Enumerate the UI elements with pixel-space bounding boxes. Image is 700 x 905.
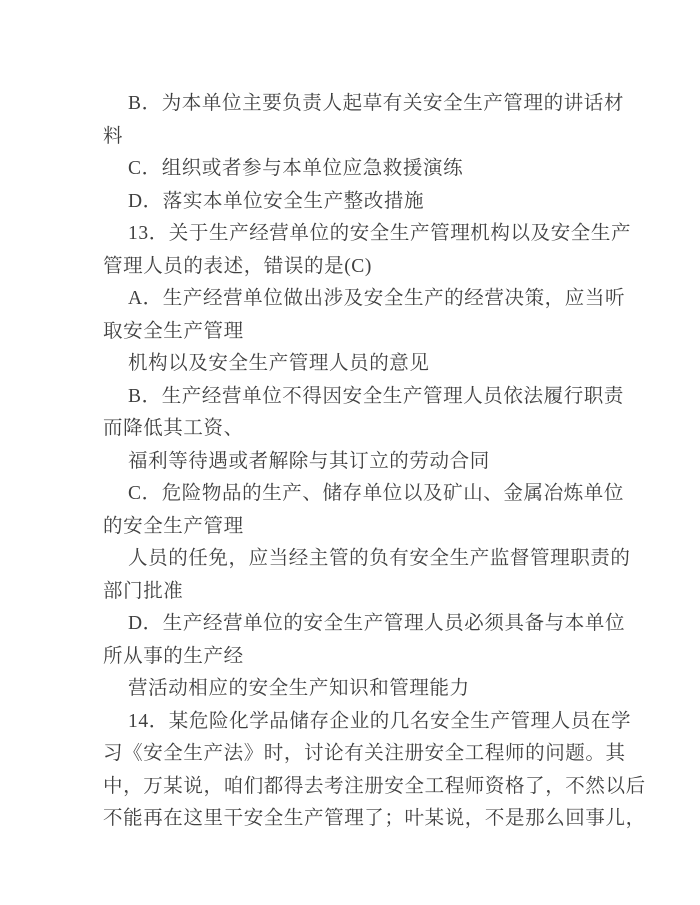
text-line: 机构以及安全生产管理人员的意见 <box>128 353 430 374</box>
text-line: 不能再在这里干安全生产管理了；叶某说，不是那么回事儿， <box>103 808 646 829</box>
text-line: 的安全生产管理 <box>103 515 244 537</box>
text-line: 营活动相应的安全生产知识和管理能力 <box>128 678 470 699</box>
text-line: 福利等待遇或者解除与其订立的劳动合同 <box>128 450 490 472</box>
text-line: 14．某危险化学品储存企业的几名安全生产管理人员在学 <box>128 710 632 732</box>
text-line: 取安全生产管理 <box>103 320 244 342</box>
text-line: 所从事的生产经 <box>103 645 244 667</box>
exam-text-block <box>103 88 646 836</box>
text-line: 部门批准 <box>103 580 184 602</box>
text-line: A．生产经营单位做出涉及安全生产的经营决策，应当听 <box>128 288 626 309</box>
text-line: D．生产经营单位的安全生产管理人员必须具备与本单位 <box>128 613 626 634</box>
text-line: B．生产经营单位不得因安全生产管理人员依法履行职责 <box>128 385 625 407</box>
text-line: B．为本单位主要负责人起草有关安全生产管理的讲话材 <box>128 93 625 114</box>
text-line: 人员的任免，应当经主管的负有安全生产监督管理职责的 <box>128 548 631 569</box>
text-line: 而降低其工资、 <box>103 418 244 439</box>
text-line: C．危险物品的生产、储存单位以及矿山、金属冶炼单位 <box>128 483 625 504</box>
text-line: 料 <box>103 125 124 147</box>
text-line: D．落实本单位安全生产整改措施 <box>128 190 425 212</box>
text-line: 中，万某说，咱们都得去考注册安全工程师资格了，不然以后 <box>103 775 646 797</box>
text-line: 管理人员的表述，错误的是(C) <box>103 255 372 277</box>
text-line: 习《安全生产法》时，讨论有关注册安全工程师的问题。其 <box>103 743 626 764</box>
text-line: C．组织或者参与本单位应急救援演练 <box>128 158 464 179</box>
text-line: 13．关于生产经营单位的安全生产管理机构以及安全生产 <box>128 223 632 244</box>
